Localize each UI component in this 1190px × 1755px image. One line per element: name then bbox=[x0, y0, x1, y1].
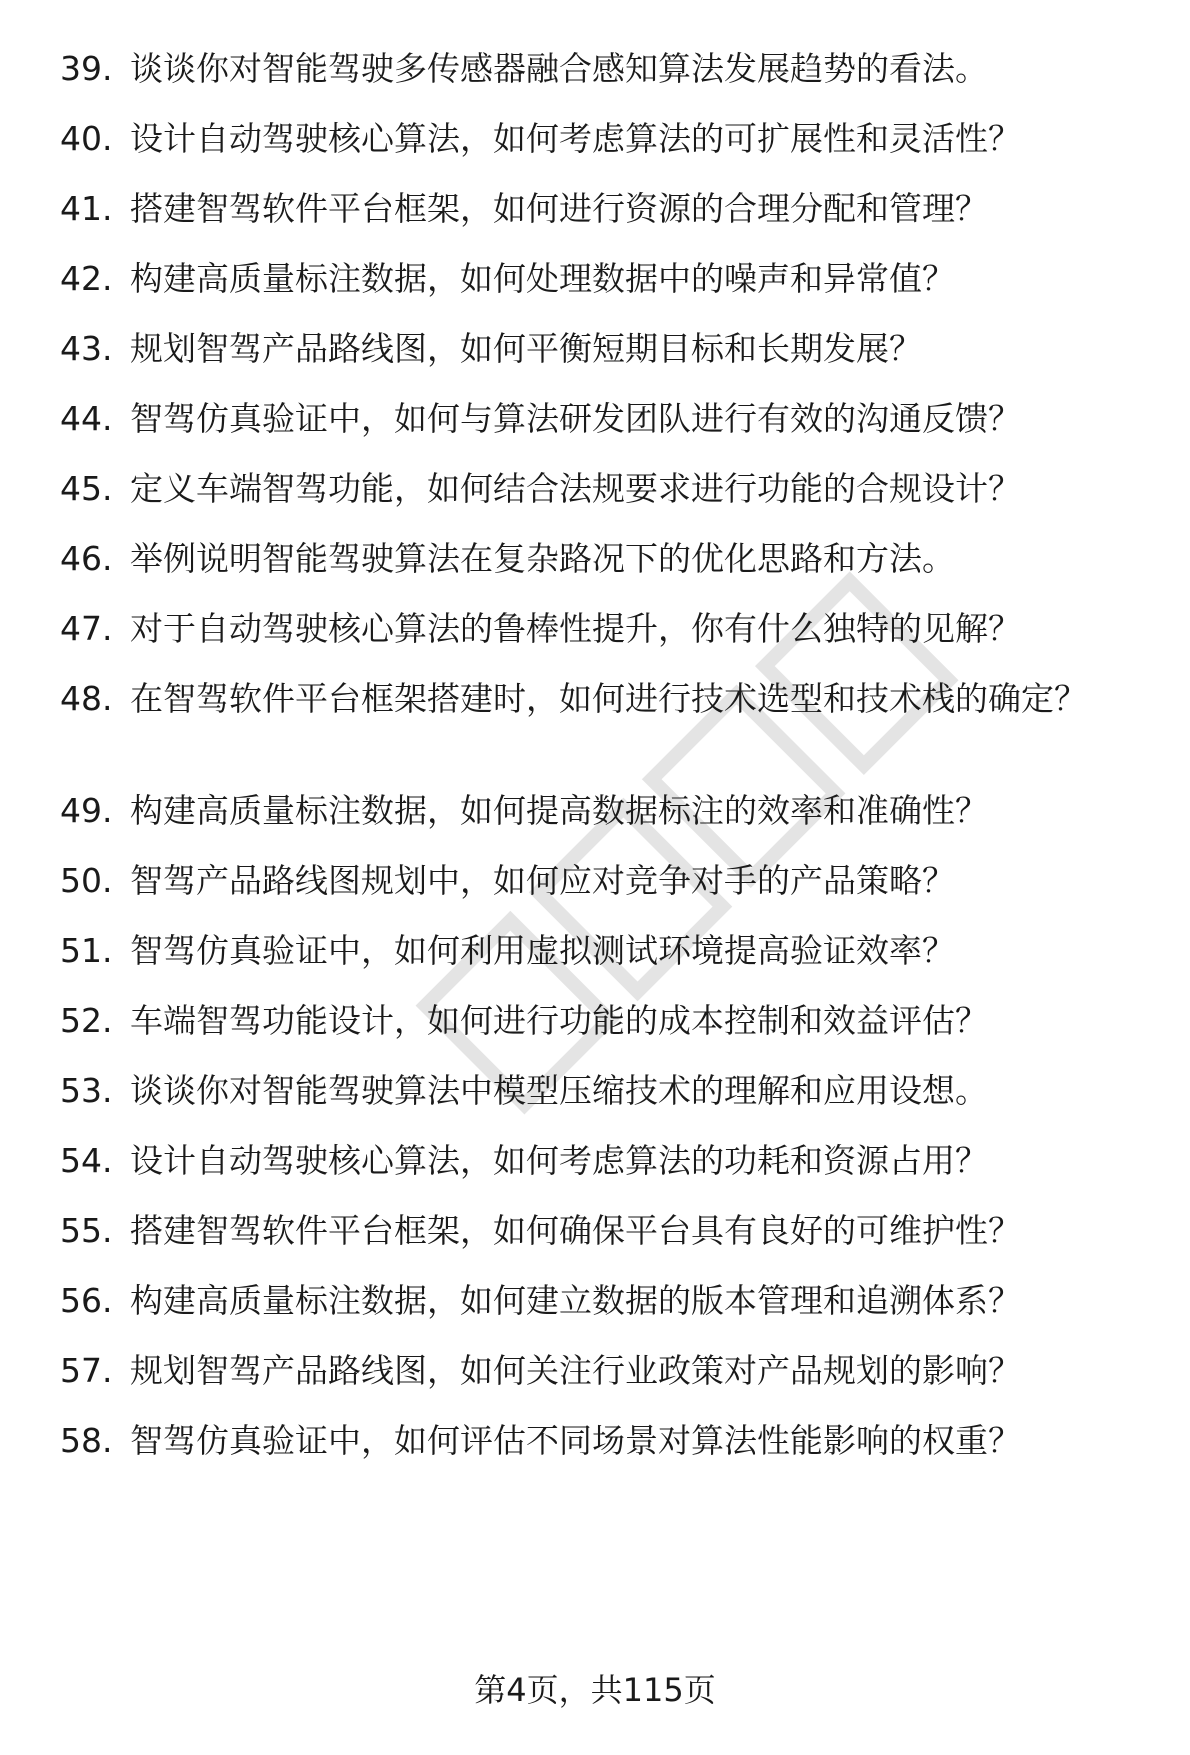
question-text: 规划智驾产品路线图，如何平衡短期目标和长期发展？ bbox=[130, 329, 922, 368]
list-item bbox=[60, 394, 1140, 444]
question-number: 40. bbox=[60, 119, 113, 158]
list-item bbox=[60, 184, 1140, 234]
question-text: 在智驾软件平台框架搭建时，如何进行技术选型和技术栈的确定？ bbox=[130, 679, 1087, 718]
list-item bbox=[60, 786, 1140, 836]
question-text: 智驾仿真验证中，如何与算法研发团队进行有效的沟通反馈？ bbox=[130, 399, 1021, 438]
list-item bbox=[60, 44, 1140, 94]
question-number: 56. bbox=[60, 1281, 113, 1320]
question-text: 构建高质量标注数据，如何处理数据中的噪声和异常值？ bbox=[130, 259, 955, 298]
question-number: 39. bbox=[60, 49, 113, 88]
question-number: 50. bbox=[60, 861, 113, 900]
list-item bbox=[60, 534, 1140, 584]
question-text: 定义车端智驾功能，如何结合法规要求进行功能的合规设计？ bbox=[130, 469, 1021, 508]
list-item bbox=[60, 464, 1140, 514]
question-number: 53. bbox=[60, 1071, 113, 1110]
question-text: 谈谈你对智能驾驶算法中模型压缩技术的理解和应用设想。 bbox=[130, 1071, 988, 1110]
question-number: 45. bbox=[60, 469, 113, 508]
list-item bbox=[60, 1136, 1140, 1186]
list-item bbox=[60, 856, 1140, 906]
question-text: 举例说明智能驾驶算法在复杂路况下的优化思路和方法。 bbox=[130, 539, 955, 578]
question-number: 46. bbox=[60, 539, 113, 578]
question-number: 58. bbox=[60, 1421, 113, 1460]
list-item bbox=[60, 1206, 1140, 1256]
list-item bbox=[60, 1276, 1140, 1326]
question-number: 43. bbox=[60, 329, 113, 368]
question-text: 智驾产品路线图规划中，如何应对竞争对手的产品策略？ bbox=[130, 861, 955, 900]
question-text: 规划智驾产品路线图，如何关注行业政策对产品规划的影响？ bbox=[130, 1351, 1021, 1390]
question-text: 设计自动驾驶核心算法，如何考虑算法的功耗和资源占用？ bbox=[130, 1141, 988, 1180]
list-item bbox=[60, 1416, 1140, 1466]
question-text: 设计自动驾驶核心算法，如何考虑算法的可扩展性和灵活性？ bbox=[130, 119, 1021, 158]
question-number: 51. bbox=[60, 931, 113, 970]
list-item bbox=[60, 1066, 1140, 1116]
question-number: 44. bbox=[60, 399, 113, 438]
question-text: 搭建智驾软件平台框架，如何进行资源的合理分配和管理？ bbox=[130, 189, 988, 228]
question-text: 车端智驾功能设计，如何进行功能的成本控制和效益评估？ bbox=[130, 1001, 988, 1040]
list-item bbox=[60, 324, 1140, 374]
question-number: 48. bbox=[60, 679, 113, 718]
list-item bbox=[60, 926, 1140, 976]
question-text: 谈谈你对智能驾驶多传感器融合感知算法发展趋势的看法。 bbox=[130, 49, 988, 88]
question-number: 41. bbox=[60, 189, 113, 228]
list-item bbox=[60, 996, 1140, 1046]
question-number: 42. bbox=[60, 259, 113, 298]
question-number: 54. bbox=[60, 1141, 113, 1180]
question-text: 智驾仿真验证中，如何评估不同场景对算法性能影响的权重？ bbox=[130, 1421, 1021, 1460]
question-text: 对于自动驾驶核心算法的鲁棒性提升，你有什么独特的见解？ bbox=[130, 609, 1021, 648]
question-text: 构建高质量标注数据，如何提高数据标注的效率和准确性？ bbox=[130, 791, 988, 830]
list-item bbox=[60, 114, 1140, 164]
list-item bbox=[60, 254, 1140, 304]
question-number: 52. bbox=[60, 1001, 113, 1040]
list-item bbox=[60, 1346, 1140, 1396]
question-text: 智驾仿真验证中，如何利用虚拟测试环境提高验证效率？ bbox=[130, 931, 955, 970]
page-footer: 第4页，共115页 bbox=[474, 1671, 716, 1709]
question-text: 构建高质量标注数据，如何建立数据的版本管理和追溯体系？ bbox=[130, 1281, 1021, 1320]
list-item bbox=[60, 604, 1140, 654]
question-number: 57. bbox=[60, 1351, 113, 1390]
question-number: 47. bbox=[60, 609, 113, 648]
list-item bbox=[60, 674, 1140, 724]
question-text: 搭建智驾软件平台框架，如何确保平台具有良好的可维护性？ bbox=[130, 1211, 1021, 1250]
question-number: 55. bbox=[60, 1211, 113, 1250]
question-number: 49. bbox=[60, 791, 113, 830]
